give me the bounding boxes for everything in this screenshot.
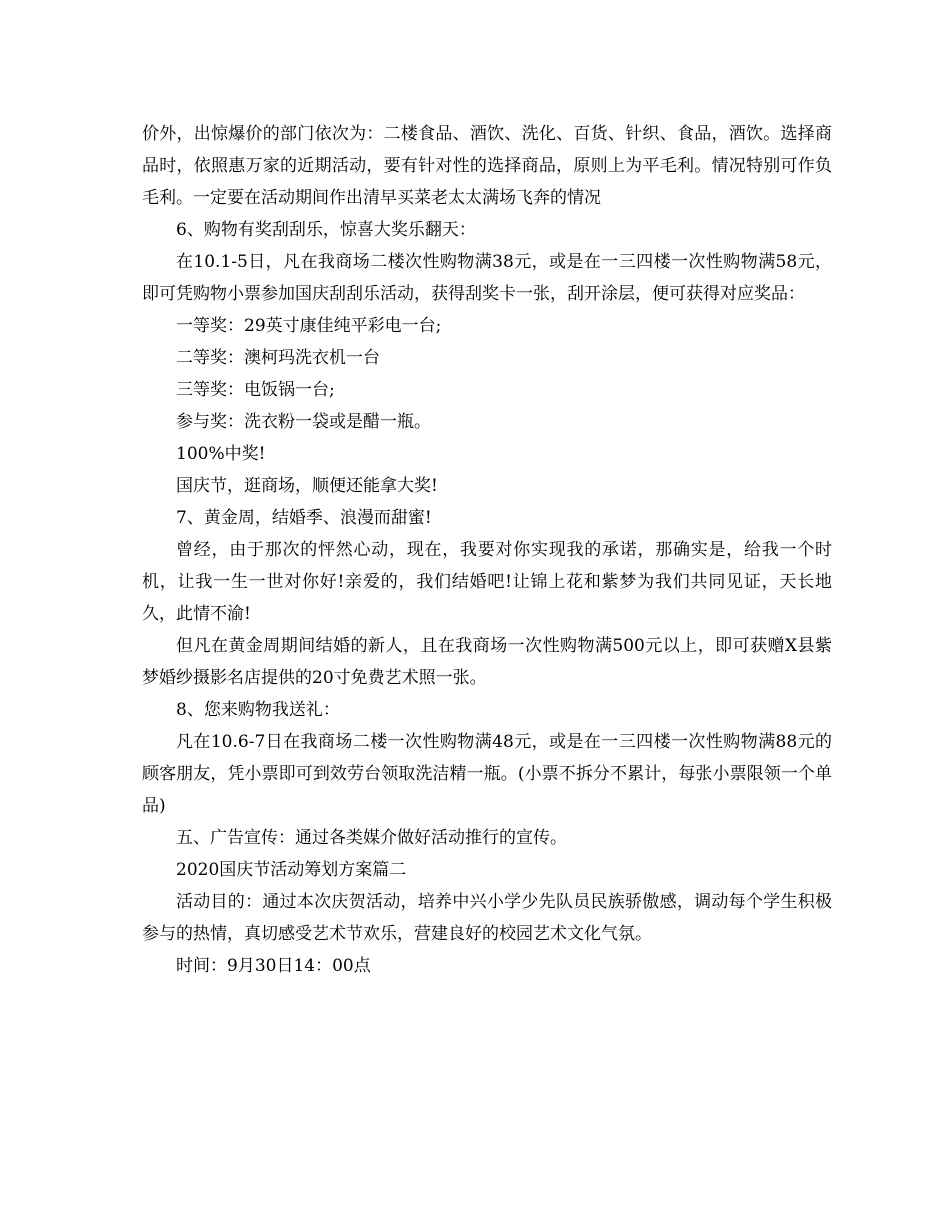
paragraph: 在10.1-5日，凡在我商场二楼次性购物满38元，或是在一三四楼一次性购物满58元，即可凭购物小票参加国庆刮刮乐活动，获得刮奖卡一张，刮开涂层，便可获得对应奖品： (142, 252, 832, 304)
prize-item: 三等奖：电饭锅一台; (176, 380, 335, 400)
section-heading: 6、购物有奖刮刮乐，惊喜大奖乐翻天： (176, 220, 476, 240)
section-title: 2020国庆节活动筹划方案篇二 (176, 860, 407, 880)
document-body (142, 118, 832, 982)
section-heading: 8、您来购物我送礼： (176, 700, 340, 720)
prize-item: 参与奖：洗衣粉一袋或是醋一瓶。 (176, 412, 431, 432)
paragraph: 活动目的：通过本次庆贺活动，培养中兴小学少先队员民族骄傲感，调动每个学生积极参与的热情，真切感受艺术节欢乐，营建良好的校园艺术文化气氛。 (142, 892, 832, 944)
section-heading: 五、广告宣传：通过各类媒介做好活动推行的宣传。 (176, 828, 567, 848)
paragraph: 国庆节，逛商场，顺便还能拿大奖! (176, 476, 438, 496)
paragraph: 曾经，由于那次的怦然心动，现在，我要对你实现我的承诺，那确实是，给我一个时机，让我一生一世对你好!亲爱的，我们结婚吧!让锦上花和紫梦为我们共同见证，天长地久，此情不渝! (142, 540, 832, 624)
prize-item: 二等奖：澳柯玛洗衣机一台 (176, 348, 380, 368)
paragraph: 凡在10.6-7日在我商场二楼一次性购物满48元，或是在一三四楼一次性购物满88元的顾客朋友，凭小票即可到效劳台领取洗洁精一瓶。(小票不拆分不累计，每张小票限领一个单品) (142, 732, 832, 816)
paragraph: 100%中奖! (176, 444, 266, 464)
paragraph: 时间：9月30日14：00点 (176, 956, 371, 976)
paragraph: 但凡在黄金周期间结婚的新人，且在我商场一次性购物满500元以上，即可获赠X县紫梦婚纱摄影名店提供的20寸免费艺术照一张。 (142, 636, 832, 688)
section-heading: 7、黄金周，结婚季、浪漫而甜蜜! (176, 508, 432, 528)
prize-item: 一等奖：29英寸康佳纯平彩电一台; (176, 316, 442, 336)
paragraph: 价外，出惊爆价的部门依次为：二楼食品、酒饮、洗化、百货、针织、食品，酒饮。选择商品时，依照惠万家的近期活动，要有针对性的选择商品，原则上为平毛利。情况特别可作负毛利。一定要在活动期间作出清早买菜老太太满场飞奔的情况 (142, 124, 832, 208)
